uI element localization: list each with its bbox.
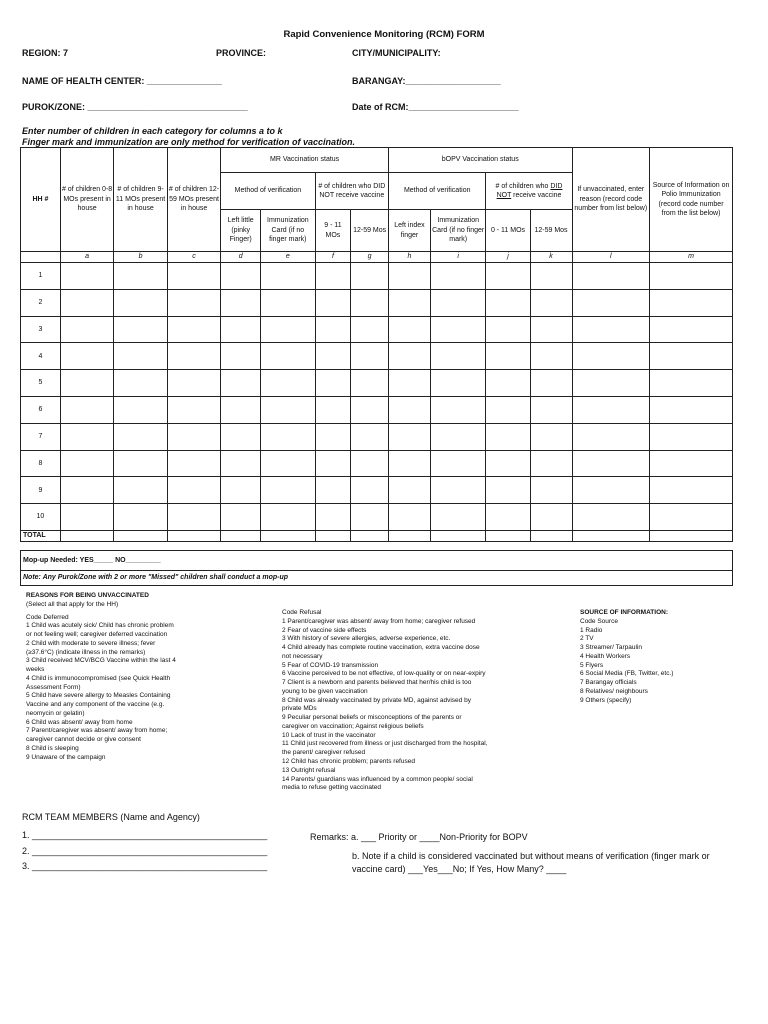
header-mr-left-little: Left little (pinky Finger) (221, 210, 261, 252)
letter-cell: k (530, 252, 572, 263)
city-field: CITY/MUNICIPALITY: (352, 48, 441, 58)
total-cell[interactable] (430, 530, 486, 541)
total-cell[interactable] (114, 530, 167, 541)
entry-cell[interactable] (486, 504, 530, 531)
table-row (21, 343, 733, 370)
reasons-heading: REASONS FOR BEING UNVACCINATED (26, 592, 149, 599)
entry-cell[interactable] (530, 263, 572, 290)
header-mr-method: Method of verification (221, 173, 315, 210)
entry-cell[interactable] (315, 370, 351, 397)
entry-cell[interactable] (114, 504, 167, 531)
entry-cell[interactable] (650, 370, 733, 397)
table-row (21, 316, 733, 343)
letter-cell: f (315, 252, 351, 263)
entry-cell[interactable] (430, 289, 486, 316)
entry-cell[interactable] (430, 316, 486, 343)
entry-cell[interactable] (650, 423, 733, 450)
deferred-reason-item: Vaccine and any component of the vaccine (e.g. (26, 701, 165, 709)
entry-cell[interactable] (430, 370, 486, 397)
entry-cell[interactable] (351, 477, 389, 504)
entry-cell[interactable] (315, 477, 351, 504)
mopup-note: Note: Any Purok/Zone with 2 or more "Missed" children shall conduct a mop-up (20, 571, 733, 586)
refusal-reason-item: the parent/ caregiver refused (282, 749, 366, 757)
refusal-header: Code Refusal (282, 609, 322, 616)
total-cell[interactable] (530, 530, 572, 541)
entry-cell[interactable] (261, 370, 316, 397)
refusal-reason-item: 5 Fear of COVID-19 transmission (282, 661, 379, 669)
table-row (21, 289, 733, 316)
deferred-reason-item: 1 Child was acutely sick/ Child has chronic problem (26, 622, 174, 630)
header-col-a: # of children 0-8 MOs present in house (60, 148, 113, 252)
entry-cell[interactable] (650, 316, 733, 343)
deferred-reason-item: caregiver cannot decide or give consent (26, 736, 141, 744)
header-bopv-left-index: Left index finger (388, 210, 430, 252)
entry-cell[interactable] (261, 343, 316, 370)
entry-cell[interactable] (167, 343, 220, 370)
entry-cell[interactable] (388, 343, 430, 370)
entry-cell[interactable] (315, 343, 351, 370)
deferred-reason-item: neomycin or gelatin) (26, 709, 85, 717)
entry-cell[interactable] (114, 263, 167, 290)
row-number: 2 (21, 289, 61, 316)
entry-cell[interactable] (114, 370, 167, 397)
deferred-reasons (26, 592, 258, 763)
letter-cell: h (388, 252, 430, 263)
entry-cell[interactable] (114, 450, 167, 477)
entry-cell[interactable] (430, 263, 486, 290)
entry-cell[interactable] (221, 316, 261, 343)
refusal-reason-item: 9 Peculiar personal beliefs or misconceptions of the parents or (282, 714, 462, 722)
entry-cell[interactable] (60, 423, 113, 450)
deferred-reason-item: 5 Child have severe allergy to Measles Containing (26, 692, 171, 700)
entry-cell[interactable] (60, 343, 113, 370)
entry-cell[interactable] (315, 423, 351, 450)
entry-cell[interactable] (530, 504, 572, 531)
entry-cell[interactable] (388, 289, 430, 316)
region-field: REGION: 7 (22, 48, 69, 58)
entry-cell[interactable] (572, 289, 650, 316)
source-item: 9 Others (specify) (580, 696, 632, 704)
letter-cell-blank (21, 252, 61, 263)
entry-cell[interactable] (167, 504, 220, 531)
source-item: 7 Barangay officials (580, 679, 637, 687)
sources-heading: SOURCE OF INFORMATION: (580, 609, 668, 616)
entry-cell[interactable] (221, 450, 261, 477)
entry-cell[interactable] (167, 370, 220, 397)
entry-cell[interactable] (486, 396, 530, 423)
entry-cell[interactable] (114, 423, 167, 450)
entry-cell[interactable] (530, 450, 572, 477)
entry-cell[interactable] (572, 316, 650, 343)
entry-cell[interactable] (167, 396, 220, 423)
total-cell[interactable] (261, 530, 316, 541)
entry-cell[interactable] (351, 289, 389, 316)
entry-cell[interactable] (221, 263, 261, 290)
column-letters-row (21, 252, 733, 263)
entry-cell[interactable] (315, 263, 351, 290)
header-bopv-0-11: 0 - 11 MOs (486, 210, 530, 252)
row-number: 7 (21, 423, 61, 450)
table-row (21, 263, 733, 290)
entry-cell[interactable] (530, 396, 572, 423)
header-bopv-not-received: # of children who DID NOT receive vaccine (486, 173, 572, 210)
entry-cell[interactable] (486, 423, 530, 450)
header-mr-9-11: 9 - 11 MOs (315, 210, 351, 252)
entry-cell[interactable] (572, 263, 650, 290)
entry-cell[interactable] (530, 370, 572, 397)
vaccination-table (20, 147, 733, 542)
entry-cell[interactable] (221, 477, 261, 504)
header-unvaccinated-reason: If unvaccinated, enter reason (record code number from list below) (572, 148, 650, 252)
total-cell[interactable] (650, 530, 733, 541)
entry-cell[interactable] (261, 504, 316, 531)
letter-cell: j (486, 252, 530, 263)
entry-cell[interactable] (60, 316, 113, 343)
deferred-reason-item: Assessment Form) (26, 683, 81, 691)
entry-cell[interactable] (572, 477, 650, 504)
deferred-reason-item: 9 Unaware of the campaign (26, 753, 106, 761)
entry-cell[interactable] (650, 450, 733, 477)
row-number: 3 (21, 316, 61, 343)
entry-cell[interactable] (351, 316, 389, 343)
total-cell[interactable] (486, 530, 530, 541)
team-member-line-3[interactable]: 3. _______________________________________________ (22, 861, 268, 871)
refusal-reason-item: 6 Vaccine perceived to be not effective, of low-quality or on near-expiry (282, 670, 486, 678)
letter-cell: i (430, 252, 486, 263)
entry-cell[interactable] (60, 504, 113, 531)
deferred-reason-item: 2 Child with moderate to severe illness; fever (26, 639, 156, 647)
header-source-info: Source of Information on Polio Immunization (record code number from the list below) (650, 148, 733, 252)
header-bopv-method: Method of verification (388, 173, 486, 210)
table-row (21, 477, 733, 504)
deferred-reason-item: (≥37.6°C) (indicate illness in the remarks) (26, 648, 146, 656)
entry-cell[interactable] (486, 289, 530, 316)
entry-cell[interactable] (261, 396, 316, 423)
header-bopv-12-59: 12-59 Mos (530, 210, 572, 252)
letter-cell: d (221, 252, 261, 263)
total-cell[interactable] (221, 530, 261, 541)
entry-cell[interactable] (388, 423, 430, 450)
row-number: 5 (21, 370, 61, 397)
source-of-information (580, 609, 740, 705)
deferred-reason-item: 8 Child is sleeping (26, 745, 79, 753)
entry-cell[interactable] (351, 423, 389, 450)
entry-cell[interactable] (315, 289, 351, 316)
entry-cell[interactable] (261, 263, 316, 290)
entry-cell[interactable] (430, 396, 486, 423)
entry-cell[interactable] (261, 477, 316, 504)
entry-cell[interactable] (388, 396, 430, 423)
refusal-reason-item: young to be given vaccination (282, 687, 368, 695)
header-bopv-card: Immunization Card (if no finger mark) (430, 210, 486, 252)
header-hh: HH # (21, 148, 61, 252)
entry-cell[interactable] (351, 450, 389, 477)
letter-cell: b (114, 252, 167, 263)
entry-cell[interactable] (650, 477, 733, 504)
table-row (21, 396, 733, 423)
entry-cell[interactable] (60, 289, 113, 316)
total-cell[interactable] (60, 530, 113, 541)
entry-cell[interactable] (221, 289, 261, 316)
header-col-c: # of children 12-59 MOs present in house (167, 148, 220, 252)
refusal-reason-item: 14 Parents/ guardians was influenced by a common people/ social (282, 775, 473, 783)
entry-cell[interactable] (572, 423, 650, 450)
entry-cell[interactable] (572, 504, 650, 531)
entry-cell[interactable] (430, 423, 486, 450)
total-label: TOTAL (21, 530, 61, 541)
team-member-line-1[interactable]: 1. _______________________________________________ (22, 830, 268, 840)
entry-cell[interactable] (167, 477, 220, 504)
deferred-reason-item: 4 Child is immunocompromised (see Quick Health (26, 674, 171, 682)
deferred-header: Code Deferred (26, 613, 69, 621)
entry-cell[interactable] (530, 423, 572, 450)
row-number: 6 (21, 396, 61, 423)
row-number: 1 (21, 263, 61, 290)
entry-cell[interactable] (221, 370, 261, 397)
entry-cell[interactable] (351, 396, 389, 423)
entry-cell[interactable] (114, 343, 167, 370)
entry-cell[interactable] (167, 289, 220, 316)
total-cell[interactable] (388, 530, 430, 541)
entry-cell[interactable] (388, 316, 430, 343)
entry-cell[interactable] (114, 316, 167, 343)
refusal-reason-item: 12 Child has chronic problem; parents refused (282, 758, 415, 766)
entry-cell[interactable] (486, 263, 530, 290)
entry-cell[interactable] (486, 343, 530, 370)
entry-cell[interactable] (430, 504, 486, 531)
table-row (21, 504, 733, 531)
entry-cell[interactable] (572, 343, 650, 370)
entry-cell[interactable] (221, 343, 261, 370)
entry-cell[interactable] (221, 396, 261, 423)
total-cell[interactable] (167, 530, 220, 541)
refusal-reason-item: 2 Fear of vaccine side effects (282, 626, 367, 634)
barangay-field: BARANGAY:___________________ (352, 76, 501, 86)
entry-cell[interactable] (351, 263, 389, 290)
entry-cell[interactable] (530, 477, 572, 504)
refusal-reason-item: not necessary (282, 652, 323, 660)
letter-cell: a (60, 252, 113, 263)
total-row (21, 530, 733, 541)
entry-cell[interactable] (167, 450, 220, 477)
table-row (21, 450, 733, 477)
source-item: 6 Social Media (FB, Twitter, etc.) (580, 670, 674, 678)
team-member-line-2[interactable]: 2. _______________________________________________ (22, 846, 268, 856)
refusal-reasons (282, 609, 550, 793)
refusal-reason-item: 3 With history of severe allergies, adverse experience, etc. (282, 635, 451, 643)
entry-cell[interactable] (650, 289, 733, 316)
entry-cell[interactable] (486, 450, 530, 477)
entry-cell[interactable] (530, 343, 572, 370)
entry-cell[interactable] (167, 263, 220, 290)
entry-cell[interactable] (261, 423, 316, 450)
entry-cell[interactable] (430, 450, 486, 477)
row-number: 9 (21, 477, 61, 504)
letter-cell: m (650, 252, 733, 263)
entry-cell[interactable] (430, 343, 486, 370)
entry-cell[interactable] (60, 450, 113, 477)
refusal-reason-item: 11 Child just recovered from illness or just discharged from the hospital, (282, 740, 488, 748)
form-title: Rapid Convenience Monitoring (RCM) FORM (283, 29, 485, 40)
letter-cell: c (167, 252, 220, 263)
mopup-needed: Mop-up Needed: YES_____ NO_________ (20, 550, 733, 571)
entry-cell[interactable] (221, 504, 261, 531)
entry-cell[interactable] (261, 450, 316, 477)
refusal-reason-item: 13 Outright refusal (282, 766, 336, 774)
province-field: PROVINCE: (216, 48, 267, 58)
entry-cell[interactable] (315, 504, 351, 531)
entry-cell[interactable] (572, 450, 650, 477)
deferred-reason-item: or not feeling well; caregiver deferred vaccination (26, 631, 168, 639)
deferred-reason-item: 3 Child received MCV/BCG Vaccine within the last 4 (26, 657, 176, 665)
total-cell[interactable] (572, 530, 650, 541)
remarks-b: b. Note if a child is considered vaccinated but without means of verification (finger mark or vaccine card) ___Yes___No; If Yes, How Many? ____ (352, 851, 710, 874)
entry-cell[interactable] (351, 343, 389, 370)
entry-cell[interactable] (430, 477, 486, 504)
entry-cell[interactable] (167, 316, 220, 343)
entry-cell[interactable] (261, 316, 316, 343)
entry-cell[interactable] (388, 263, 430, 290)
entry-cell[interactable] (530, 289, 572, 316)
entry-cell[interactable] (351, 370, 389, 397)
entry-cell[interactable] (261, 289, 316, 316)
entry-cell[interactable] (486, 316, 530, 343)
refusal-reason-item: caregiver on vaccination; Against religious beliefs (282, 722, 424, 730)
entry-cell[interactable] (315, 396, 351, 423)
entry-cell[interactable] (114, 477, 167, 504)
letter-cell: g (351, 252, 389, 263)
row-number: 4 (21, 343, 61, 370)
reasons-subheading: (Select all that apply for the HH) (26, 600, 119, 608)
refusal-reason-item: 1 Parent/caregiver was absent/ away from home; caregiver refused (282, 617, 476, 625)
date-rcm-field: Date of RCM:______________________ (352, 102, 519, 112)
entry-cell[interactable] (388, 450, 430, 477)
entry-cell[interactable] (60, 477, 113, 504)
entry-cell[interactable] (60, 370, 113, 397)
refusal-reason-item: private MDs (282, 705, 317, 713)
health-center-field: NAME OF HEALTH CENTER: _______________ (22, 76, 222, 86)
remarks-a: Remarks: a. ___ Priority or ____Non-Priority for BOPV (310, 832, 528, 842)
instruction-line-2: Finger mark and immunization are only method for verification of vaccination. (22, 137, 356, 147)
entry-cell[interactable] (60, 263, 113, 290)
refusal-reason-item: 4 Child already has complete routine vaccination, extra vaccine dose (282, 644, 480, 652)
letter-cell: l (572, 252, 650, 263)
table-row (21, 423, 733, 450)
team-heading: RCM TEAM MEMBERS (Name and Agency) (22, 812, 200, 822)
deferred-reason-item: 7 Parent/caregiver was absent/ away from home; (26, 727, 168, 735)
entry-cell[interactable] (114, 396, 167, 423)
header-mr-card: Immunization Card (if no finger mark) (261, 210, 316, 252)
entry-cell[interactable] (486, 370, 530, 397)
table-row (21, 370, 733, 397)
entry-cell[interactable] (315, 450, 351, 477)
header-bopv-status: bOPV Vaccination status (388, 148, 572, 173)
entry-cell[interactable] (114, 289, 167, 316)
total-cell[interactable] (315, 530, 351, 541)
refusal-reason-item: media to refuse getting vaccinated (282, 784, 382, 792)
refusal-reason-item: 8 Child was already vaccinated by private MD, against advised by (282, 696, 471, 704)
source-item: 4 Health Workers (580, 652, 631, 660)
refusal-reason-item: 7 Client is a newborn and parents believed that her/his child is too (282, 679, 472, 687)
source-item: 8 Relatives/ neighbours (580, 687, 648, 695)
total-cell[interactable] (351, 530, 389, 541)
row-number: 8 (21, 450, 61, 477)
letter-cell: e (261, 252, 316, 263)
purok-field: PUROK/ZONE: ________________________________ (22, 102, 248, 112)
entry-cell[interactable] (221, 423, 261, 450)
source-item: 5 Flyers (580, 661, 604, 669)
entry-cell[interactable] (351, 504, 389, 531)
entry-cell[interactable] (572, 370, 650, 397)
source-item: 1 Radio (580, 626, 603, 634)
entry-cell[interactable] (650, 504, 733, 531)
entry-cell[interactable] (650, 343, 733, 370)
sources-header: Code Source (580, 617, 618, 625)
header-mr-not-received: # of children who DID NOT receive vaccine (315, 173, 388, 210)
entry-cell[interactable] (388, 504, 430, 531)
entry-cell[interactable] (388, 477, 430, 504)
header-mr-status: MR Vaccination status (221, 148, 389, 173)
deferred-reason-item: weeks (26, 666, 45, 674)
source-item: 2 TV (580, 635, 594, 643)
header-mr-12-59: 12-59 Mos (351, 210, 389, 252)
entry-cell[interactable] (167, 423, 220, 450)
refusal-reason-item: 10 Lack of trust in the vaccinator (282, 731, 376, 739)
source-item: 3 Streamer/ Tarpaulin (580, 644, 643, 652)
entry-cell[interactable] (60, 396, 113, 423)
entry-cell[interactable] (650, 396, 733, 423)
entry-cell[interactable] (530, 316, 572, 343)
entry-cell[interactable] (486, 477, 530, 504)
header-col-b: # of children 9-11 MOs present in house (114, 148, 167, 252)
entry-cell[interactable] (650, 263, 733, 290)
instruction-line-1: Enter number of children in each category for columns a to k (22, 126, 283, 136)
entry-cell[interactable] (388, 370, 430, 397)
deferred-reason-item: 6 Child was absent/ away from home (26, 718, 133, 726)
entry-cell[interactable] (315, 316, 351, 343)
entry-cell[interactable] (572, 396, 650, 423)
row-number: 10 (21, 504, 61, 531)
